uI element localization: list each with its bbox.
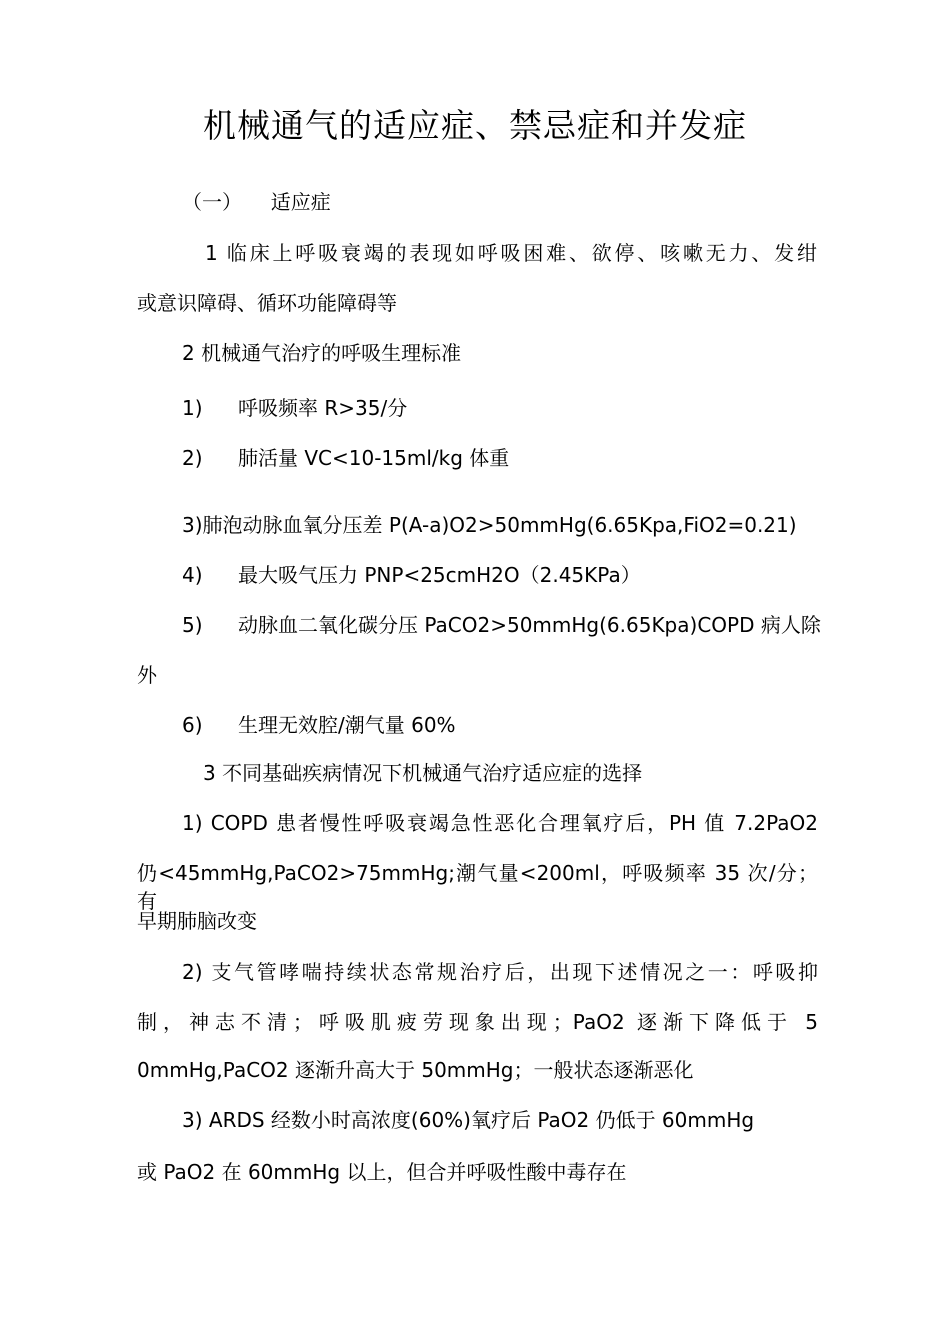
criteria-item	[182, 444, 509, 472]
criteria-item	[182, 711, 456, 739]
criteria-item	[182, 561, 641, 589]
item-number: 2)	[182, 446, 203, 470]
paragraph-line: 3) ARDS 经数小时高浓度(60%)氧疗后 PaO2 仍低于 60mmHg	[182, 1108, 755, 1132]
item-number: 5)	[182, 613, 203, 637]
paragraph-line: 1) COPD 患者慢性呼吸衰竭急性恶化合理氧疗后，PH 值 7.2PaO2	[182, 811, 818, 835]
paragraph-line: 或意识障碍、循环功能障碍等	[137, 291, 397, 315]
item-text: 呼吸频率 R>35/分	[238, 396, 408, 420]
criteria-item	[182, 394, 407, 422]
paragraph-line: 或 PaO2 在 60mmHg 以上，但合并呼吸性酸中毒存在	[137, 1160, 627, 1184]
paragraph-line: 2) 支气管哮喘持续状态常规治疗后，出现下述情况之一：呼吸抑	[182, 960, 818, 984]
paragraph-line: 3 不同基础疾病情况下机械通气治疗适应症的选择	[203, 761, 643, 785]
paragraph-line: 制，神志不清；呼吸肌疲劳现象出现；PaO2 逐渐下降低于 5	[137, 1010, 818, 1034]
criteria-item	[182, 611, 821, 639]
paragraph-line: 仍<45mmHg,PaCO2>75mmHg;潮气量<200ml，呼吸频率 35 次/分；有	[137, 861, 818, 913]
item-number: 4)	[182, 563, 203, 587]
item-text: 动脉血二氧化碳分压 PaCO2>50mmHg(6.65Kpa)COPD 病人除	[238, 613, 821, 637]
item-text: 生理无效腔/潮气量 60%	[238, 713, 456, 737]
item-number: 1)	[182, 396, 203, 420]
section-number: （一）	[182, 190, 242, 214]
paragraph-line: 2 机械通气治疗的呼吸生理标准	[182, 341, 462, 365]
paragraph-line: 外	[137, 663, 157, 687]
item-number: 6)	[182, 713, 203, 737]
section-label: 适应症	[270, 190, 331, 214]
section-heading	[182, 188, 331, 216]
item-text: 最大吸气压力 PNP<25cmH2O（2.45KPa）	[238, 563, 641, 587]
item-text: 肺活量 VC<10-15ml/kg 体重	[238, 446, 510, 470]
paragraph-line: 1 临床上呼吸衰竭的表现如呼吸困难、欲停、咳嗽无力、发绀	[205, 241, 817, 265]
paragraph-line: 早期肺脑改变	[137, 909, 257, 933]
paragraph-line: 0mmHg,PaCO2 逐渐升高大于 50mmHg；一般状态逐渐恶化	[137, 1058, 694, 1082]
page-title: 机械通气的适应症、禁忌症和并发症	[203, 106, 747, 145]
criteria-item: 3)肺泡动脉血氧分压差 P(A-a)O2>50mmHg(6.65Kpa,FiO2=0.21)	[182, 513, 797, 537]
